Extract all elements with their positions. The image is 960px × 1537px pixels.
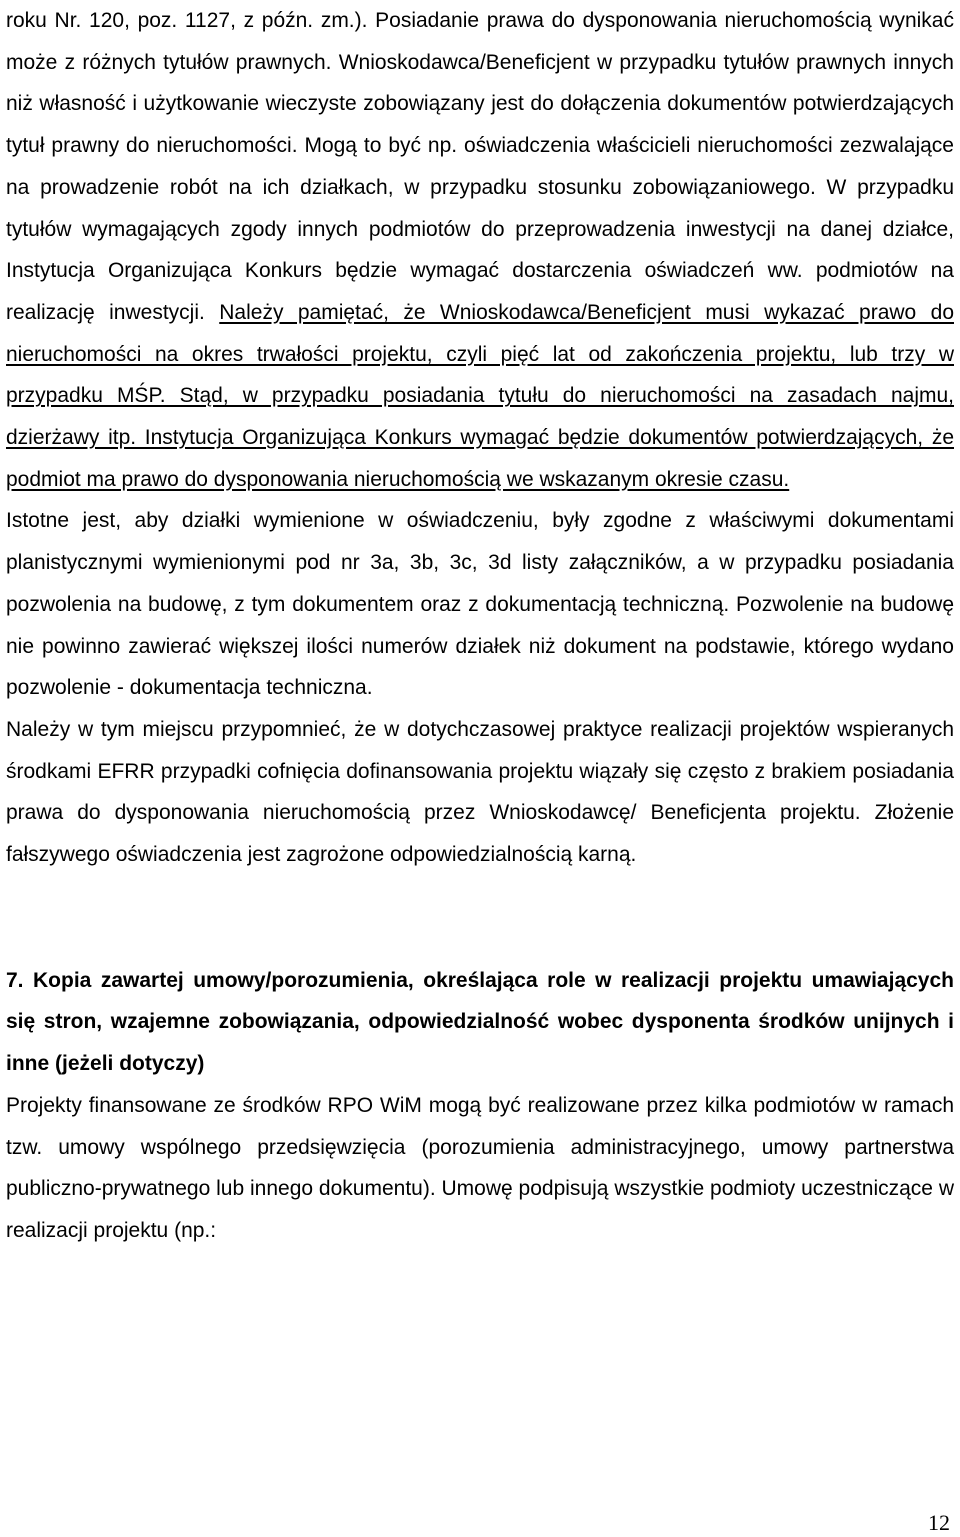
paragraph-joint-projects: Projekty finansowane ze środków RPO WiM mogą być realizowane przez kilka podmiotów w ramach tzw. umowy wspólnego przedsięwzięcia (porozumienia administracyjnego, umowy partnerstwa publiczno-prywatnego lub innego dokumentu). Umowę podpisują wszystkie podmioty uczestniczące w realizacji projektu (np.: [6, 1093, 954, 1242]
section-heading-7 [6, 960, 954, 1085]
section-heading-7-number: 7. [6, 968, 24, 992]
document-page [6, 0, 954, 1252]
underlined-note-durability: Należy pamiętać, że Wnioskodawca/Beneficjent musi wykazać prawo do nieruchomości na okres trwałości projektu, czyli pięć lat od zakończenia projektu, lub trzy w przypadku MŚP. Stąd, w przypadku posiadania tytułu do nieruchomości na zasadach najmu, dzierżawy itp. Instytucja Organizująca Konkurs wymagać będzie dokumentów potwierdzających, że podmiot ma prawo do dysponowania nieruchomością we wskazanym okresie czasu. [6, 300, 954, 491]
page-number: 12 [928, 1510, 950, 1535]
paragraph-plots-consistency [6, 500, 954, 709]
section-heading-7-text: Kopia zawartej umowy/porozumienia, określająca role w realizacji projektu umawiających się stron, wzajemne zobowiązania, odpowiedzialność wobec dysponenta środków unijnych i inne (jeżeli dotyczy) [6, 968, 954, 1076]
paragraph-property-rights [6, 0, 954, 500]
paragraph-building-permit-text: Pozwolenie na budowę nie powinno zawierać większej ilości numerów działek niż dokument na podstawie, którego wydano pozwolenie - dokumentacja techniczna. [6, 592, 954, 700]
paragraph-plots-consistency-text: Istotne jest, aby działki wymienione w oświadczeniu, były zgodne z właściwymi dokumentami planistycznymi wymienionymi pod nr 3a, 3b, 3c, 3d listy załączników, a w przypadku posiadania pozwolenia na budowę, z tym dokumentem oraz z dokumentacją techniczną. [6, 509, 954, 616]
paragraph-property-rights-text: roku Nr. 120, poz. 1127, z późn. zm.). Posiadanie prawa do dysponowania nieruchomością wynikać może z różnych tytułów prawnych. Wnioskodawca/Beneficjent w przypadku tytułów prawnych innych niż własność i użytkowanie wieczyste zobowiązany jest do dołączenia dokumentów potwierdzających tytuł prawny do nieruchomości. Mogą to być np. oświadczenia właścicieli nieruchomości zezwalające na prowadzenie robót na ich działkach, w przypadku stosunku zobowiązaniowego. W przypadku tytułów wymagających zgody innych podmiotów do przeprowadzenia inwestycji na danej działce, Instytucja Organizująca Konkurs będzie wymagać dostarczenia oświadczeń ww. podmiotów na realizację inwestycji. [6, 9, 954, 324]
paragraph-efrr-practice: Należy w tym miejscu przypomnieć, że w dotychczasowej praktyce realizacji projektów wspieranych środkami EFRR przypadki cofnięcia dofinansowania projektu wiązały się często z brakiem posiadania prawa do dysponowania nieruchomością przez Wnioskodawcę/ Beneficjenta projektu. Złożenie fałszywego oświadczenia jest zagrożone odpowiedzialnością karną. [6, 717, 954, 867]
